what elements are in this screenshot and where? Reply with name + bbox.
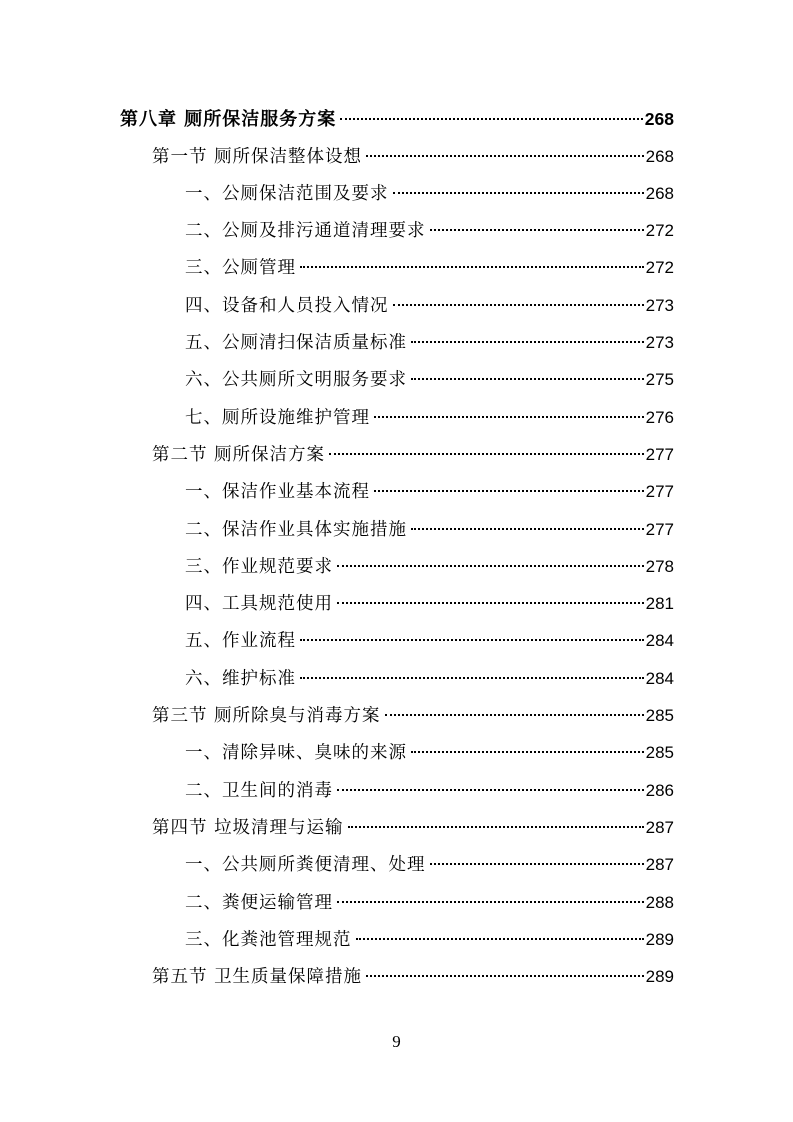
toc-leader-dots bbox=[411, 341, 644, 343]
toc-entry-page: 284 bbox=[645, 631, 674, 650]
toc-entry-title: 二、公厕及排污通道清理要求 bbox=[185, 221, 426, 241]
toc-entry-page: 272 bbox=[645, 258, 674, 277]
toc-leader-dots bbox=[337, 901, 644, 903]
toc-entry-title: 二、保洁作业具体实施措施 bbox=[185, 520, 407, 540]
toc-entry-item[interactable] bbox=[185, 552, 674, 582]
toc-entry-page: 284 bbox=[645, 669, 674, 688]
toc-entry-title: 第五节 卫生质量保障措施 bbox=[152, 967, 363, 987]
toc-entry-item[interactable] bbox=[185, 328, 674, 358]
toc-leader-dots bbox=[329, 453, 644, 455]
toc-entry-item[interactable] bbox=[185, 515, 674, 545]
toc-entry-title: 第四节 垃圾清理与运输 bbox=[152, 818, 344, 838]
toc-leader-dots bbox=[393, 304, 644, 306]
page-number: 9 bbox=[392, 1032, 401, 1051]
toc-entry-title: 第八章 厕所保洁服务方案 bbox=[120, 109, 337, 130]
toc-leader-dots bbox=[300, 677, 644, 679]
toc-entry-page: 289 bbox=[645, 967, 674, 986]
toc-leader-dots bbox=[337, 565, 644, 567]
toc-entry-section-2[interactable] bbox=[152, 440, 674, 470]
toc-entry-item[interactable] bbox=[185, 925, 674, 955]
toc-entry-title: 第三节 厕所除臭与消毒方案 bbox=[152, 706, 381, 726]
toc-entry-page: 287 bbox=[645, 818, 674, 837]
toc-entry-title: 一、公共厕所粪便清理、处理 bbox=[185, 855, 426, 875]
toc-entry-item[interactable] bbox=[185, 626, 674, 656]
toc-leader-dots bbox=[385, 714, 644, 716]
toc-leader-dots bbox=[430, 229, 644, 231]
toc-leader-dots bbox=[366, 155, 644, 157]
toc-entry-page: 268 bbox=[645, 147, 674, 166]
toc-entry-chapter-8[interactable] bbox=[120, 104, 674, 134]
toc-entry-section-3[interactable] bbox=[152, 701, 674, 731]
toc-leader-dots bbox=[366, 975, 644, 977]
toc-entry-title: 第一节 厕所保洁整体设想 bbox=[152, 147, 363, 167]
toc-leader-dots bbox=[411, 751, 644, 753]
toc-leader-dots bbox=[337, 602, 644, 604]
toc-entry-page: 276 bbox=[645, 408, 674, 427]
toc-leader-dots bbox=[337, 789, 644, 791]
toc-entry-page: 277 bbox=[645, 520, 674, 539]
toc-entry-item[interactable] bbox=[185, 365, 674, 395]
toc-entry-item[interactable] bbox=[185, 888, 674, 918]
toc-leader-dots bbox=[374, 490, 644, 492]
toc-entry-page: 275 bbox=[645, 370, 674, 389]
toc-entry-item[interactable] bbox=[185, 776, 674, 806]
toc-entry-title: 四、工具规范使用 bbox=[185, 594, 333, 614]
toc-entry-page: 287 bbox=[645, 855, 674, 874]
toc-entry-page: 289 bbox=[645, 930, 674, 949]
toc-entry-title: 三、作业规范要求 bbox=[185, 557, 333, 577]
toc-entry-item[interactable] bbox=[185, 179, 674, 209]
toc-leader-dots bbox=[300, 266, 644, 268]
toc-leader-dots bbox=[393, 192, 644, 194]
toc-leader-dots bbox=[356, 938, 644, 940]
toc-entry-title: 四、设备和人员投入情况 bbox=[185, 296, 389, 316]
toc-entry-title: 七、厕所设施维护管理 bbox=[185, 408, 370, 428]
toc-entry-item[interactable] bbox=[185, 664, 674, 694]
toc-entry-item[interactable] bbox=[185, 589, 674, 619]
toc-entry-page: 288 bbox=[645, 893, 674, 912]
toc-entry-title: 二、卫生间的消毒 bbox=[185, 781, 333, 801]
toc-entry-section-5[interactable] bbox=[152, 962, 674, 992]
toc-leader-dots bbox=[430, 863, 644, 865]
toc-entry-title: 三、化粪池管理规范 bbox=[185, 930, 352, 950]
toc-entry-page: 268 bbox=[645, 184, 674, 203]
toc-entry-title: 一、保洁作业基本流程 bbox=[185, 482, 370, 502]
toc-entry-item[interactable] bbox=[185, 291, 674, 321]
toc-entry-page: 277 bbox=[645, 445, 674, 464]
toc-entry-page: 285 bbox=[645, 743, 674, 762]
toc-entry-item[interactable] bbox=[185, 850, 674, 880]
toc-entry-item[interactable] bbox=[185, 216, 674, 246]
toc-entry-item[interactable] bbox=[185, 403, 674, 433]
toc-entry-page: 286 bbox=[645, 781, 674, 800]
toc-leader-dots bbox=[340, 118, 643, 120]
toc-entry-page: 273 bbox=[645, 296, 674, 315]
toc-leader-dots bbox=[411, 528, 644, 530]
toc-entry-title: 三、公厕管理 bbox=[185, 258, 296, 278]
toc-entry-page: 268 bbox=[644, 109, 674, 129]
toc-entry-item[interactable] bbox=[185, 477, 674, 507]
toc-entry-item[interactable] bbox=[185, 738, 674, 768]
toc-entry-page: 277 bbox=[645, 482, 674, 501]
toc-entry-page: 278 bbox=[645, 557, 674, 576]
toc-entry-title: 一、清除异味、臭味的来源 bbox=[185, 743, 407, 763]
toc-entry-section-4[interactable] bbox=[152, 813, 674, 843]
toc-entry-section-1[interactable] bbox=[152, 142, 674, 172]
toc-entry-title: 六、维护标准 bbox=[185, 669, 296, 689]
toc-entry-title: 第二节 厕所保洁方案 bbox=[152, 445, 326, 465]
toc-entry-title: 五、公厕清扫保洁质量标准 bbox=[185, 333, 407, 353]
toc-entry-title: 五、作业流程 bbox=[185, 631, 296, 651]
toc-leader-dots bbox=[374, 416, 644, 418]
toc-leader-dots bbox=[411, 378, 644, 380]
toc-leader-dots bbox=[348, 826, 644, 828]
toc-entry-title: 二、粪便运输管理 bbox=[185, 893, 333, 913]
toc-entry-item[interactable] bbox=[185, 253, 674, 283]
toc-entry-page: 285 bbox=[645, 706, 674, 725]
toc-entry-page: 281 bbox=[645, 594, 674, 613]
toc-entry-title: 六、公共厕所文明服务要求 bbox=[185, 370, 407, 390]
toc-entry-page: 272 bbox=[645, 221, 674, 240]
toc-entry-title: 一、公厕保洁范围及要求 bbox=[185, 184, 389, 204]
toc-leader-dots bbox=[300, 639, 644, 641]
toc-entry-page: 273 bbox=[645, 333, 674, 352]
